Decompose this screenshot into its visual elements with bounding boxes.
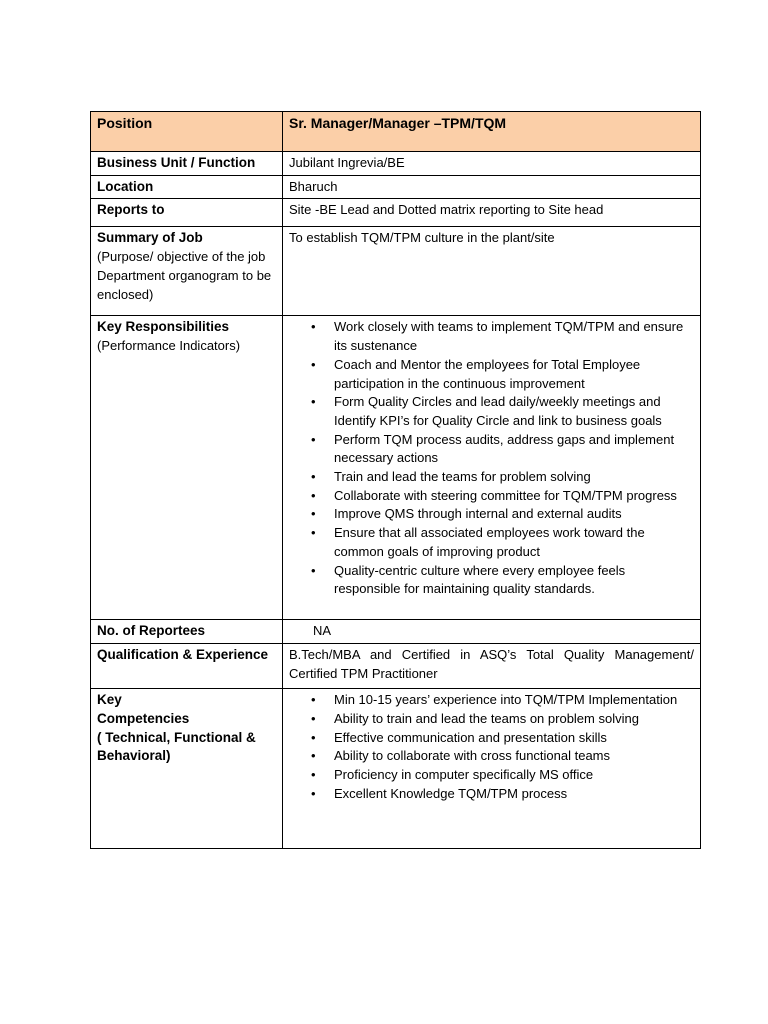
list-item: • Work closely with teams to implement TQM/TPM and ensure its sustenance [334, 318, 694, 355]
reports-to-value: Site -BE Lead and Dotted matrix reporting to Site head [289, 202, 604, 218]
position-value-cell [283, 112, 701, 152]
list-item: • Train and lead the teams for problem solving [334, 468, 694, 487]
business-unit-value: Jubilant Ingrevia/BE [289, 155, 405, 170]
responsibilities-sublabel: (Performance Indicators) [97, 338, 241, 354]
location-value: Bharuch [289, 178, 338, 194]
location-label: Location [97, 178, 154, 194]
list-item: • Excellent Knowledge TQM/TPM process [334, 785, 694, 804]
summary-label: Summary of Job [97, 230, 203, 246]
summary-sublabel: (Purpose/ objective of the job Department organogram to be enclosed) [97, 249, 272, 302]
qualification-label: Qualification & Experience [97, 647, 269, 663]
business-unit-label: Business Unit / Function [97, 155, 256, 170]
row-reports-to [91, 199, 701, 227]
list-item: • Perform TQM process audits, address gaps and implement necessary actions [334, 431, 694, 468]
row-qualification [91, 644, 701, 689]
row-business-unit [91, 152, 701, 176]
list-item: • Form Quality Circles and lead daily/weekly meetings and Identify KPI’s for Quality Circle and link to business goals [334, 393, 694, 430]
list-item: • Proficiency in computer specifically MS office [334, 766, 694, 785]
list-item: • Effective communication and presentation skills [334, 729, 694, 748]
position-value: Sr. Manager/Manager –TPM/TQM [289, 115, 507, 131]
job-description-table [90, 111, 701, 849]
reportees-label: No. of Reportees [97, 623, 206, 639]
list-item: • Coach and Mentor the employees for Total Employee participation in the continuous improvement [334, 356, 694, 393]
list-item: • Ensure that all associated employees work toward the common goals of improving product [334, 524, 694, 561]
competencies-label-line3: ( Technical, Functional & Behavioral) [97, 729, 256, 764]
list-item: • Improve QMS through internal and external audits [334, 505, 694, 524]
competencies-label-line1: Key [97, 692, 122, 708]
list-item: • Min 10-15 years’ experience into TQM/TPM Implementation [334, 691, 694, 710]
list-item: • Collaborate with steering committee for TQM/TPM progress [334, 487, 694, 506]
list-item: • Ability to train and lead the teams on problem solving [334, 710, 694, 729]
row-location [91, 175, 701, 199]
competencies-list [289, 691, 694, 803]
responsibilities-label: Key Responsibilities [97, 319, 230, 335]
position-label-cell [91, 112, 283, 152]
list-item: • Ability to collaborate with cross functional teams [334, 747, 694, 766]
reports-to-label: Reports to [97, 202, 165, 218]
position-label: Position [97, 115, 153, 131]
row-reportees [91, 620, 701, 644]
reportees-value: NA [313, 623, 332, 639]
qualification-value: B.Tech/MBA and Certified in ASQ’s Total Quality Management/ Certified TPM Practitioner [289, 647, 694, 681]
row-responsibilities [91, 316, 701, 620]
responsibilities-list [289, 318, 694, 599]
row-position [91, 112, 701, 152]
summary-value: To establish TQM/TPM culture in the plant/site [289, 230, 555, 246]
list-item: • Quality-centric culture where every employee feels responsible for maintaining quality standards. [334, 562, 694, 599]
row-summary [91, 227, 701, 316]
row-competencies [91, 689, 701, 849]
competencies-label-line2: Competencies [97, 710, 190, 726]
